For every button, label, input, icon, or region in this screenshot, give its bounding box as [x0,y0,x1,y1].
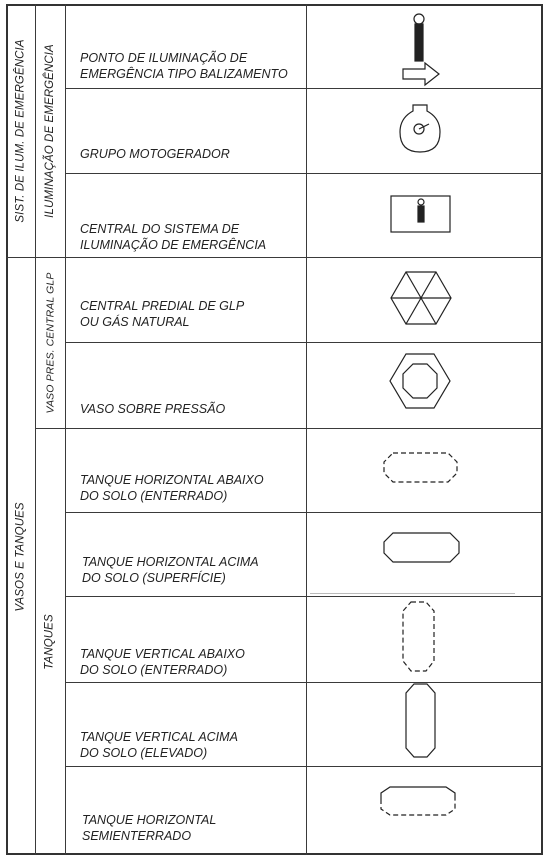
hexagon-octagon-icon [390,354,450,408]
row-label-tanque-vert-elevado: TANQUE VERTICAL ACIMA DO SOLO (ELEVADO) [80,730,238,760]
hexagon-triangles-icon [391,272,451,324]
row-label-central-iluminacao: CENTRAL DO SISTEMA DE ILUMINAÇÃO DE EMERGÊNCIA [80,222,267,252]
group-label-ilum-emerg: ILUMINAÇÃO DE EMERGÊNCIA [44,43,56,218]
row-label-balizamento: PONTO DE ILUMINAÇÃO DE EMERGÊNCIA TIPO BALIZAMENTO [80,51,288,81]
row-label-tanque-horiz-enterrado: TANQUE HORIZONTAL ABAIXO DO SOLO (ENTERRADO) [80,473,264,503]
motogerador-icon [400,105,440,152]
central-iluminacao-icon [391,196,450,232]
row-label-tanque-horiz-superficie: TANQUE HORIZONTAL ACIMA DO SOLO (SUPERFÍCIE) [82,555,259,585]
tank-horizontal-semi-icon [381,787,455,815]
tank-vertical-dashed-icon [403,602,434,671]
tank-vertical-solid-icon [406,684,435,757]
group-label-vasos-tanques: VASOS E TANQUES [14,501,27,612]
row-label-vaso-pressao: VASO SOBRE PRESSÃO [80,402,226,416]
group-label-tanques: TANQUES [44,614,56,670]
group-label-vaso-pres-glp: VASO PRES. CENTRAL GLP [44,272,57,414]
row-label-central-glp: CENTRAL PREDIAL DE GLP OU GÁS NATURAL [80,299,245,329]
row-label-motogerador: GRUPO MOTOGERADOR [80,147,230,161]
tank-horizontal-solid-icon [384,533,459,562]
group-label-sist-ilum: SIST. DE ILUM. DE EMERGÊNCIA [14,38,27,223]
tank-horizontal-dashed-icon [384,453,457,482]
row-label-tanque-horiz-semi: TANQUE HORIZONTAL SEMIENTERRADO [82,813,217,843]
balizamento-icon [403,14,439,85]
row-label-tanque-vert-enterrado: TANQUE VERTICAL ABAIXO DO SOLO (ENTERRADO) [80,647,245,677]
